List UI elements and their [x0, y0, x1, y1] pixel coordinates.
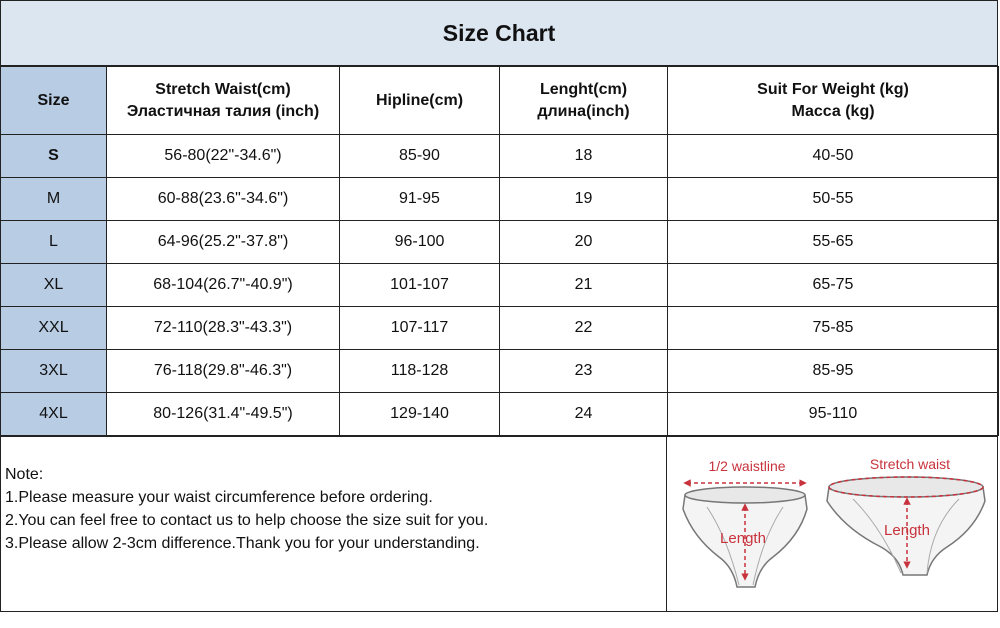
waist-cell: 72-110(28.3"-43.3") — [107, 307, 340, 350]
table-row — [1, 307, 999, 350]
hip-cell: 129-140 — [340, 393, 500, 436]
header-size: Size — [1, 67, 107, 135]
header-waist-line2: Эластичная талия (inch) — [126, 102, 320, 120]
header-waist-line1: Stretch Waist(cm) — [155, 80, 291, 98]
length-cell: 22 — [500, 307, 668, 350]
header-hipline: Hipline(cm) — [340, 67, 500, 135]
weight-cell: 40-50 — [668, 135, 999, 178]
briefs-illustration — [667, 437, 999, 613]
header-weight — [668, 67, 999, 135]
hip-cell: 96-100 — [340, 221, 500, 264]
header-length — [500, 67, 668, 135]
header-weight-line1: Suit For Weight (kg) — [757, 80, 909, 98]
table-row — [1, 135, 999, 178]
table-row — [1, 350, 999, 393]
size-cell: L — [1, 221, 107, 264]
right-waist-label: Stretch waist — [869, 456, 951, 472]
notes-box — [0, 436, 667, 612]
header-stretch-waist — [107, 67, 340, 135]
note-item-2: 2.You can feel free to contact us to help choose the size suit for you. — [5, 512, 489, 529]
length-cell: 19 — [500, 178, 668, 221]
weight-cell: 75-85 — [668, 307, 999, 350]
hip-cell: 107-117 — [340, 307, 500, 350]
hip-cell: 118-128 — [340, 350, 500, 393]
header-length-line2: длина(inch) — [537, 102, 630, 120]
table-row — [1, 393, 999, 436]
size-cell: XXL — [1, 307, 107, 350]
table-header-row — [1, 67, 999, 135]
waist-cell: 68-104(26.7"-40.9") — [107, 264, 340, 307]
waist-cell: 60-88(23.6"-34.6") — [107, 178, 340, 221]
weight-cell: 50-55 — [668, 178, 999, 221]
notes-heading: Note: — [5, 466, 44, 483]
header-weight-line2: Масса (kg) — [791, 102, 875, 120]
table-row — [1, 221, 999, 264]
length-cell: 24 — [500, 393, 668, 436]
weight-cell: 65-75 — [668, 264, 999, 307]
page-title: Size Chart — [0, 0, 998, 66]
measurement-diagram — [666, 436, 998, 612]
length-cell: 21 — [500, 264, 668, 307]
size-cell: XL — [1, 264, 107, 307]
length-cell: 20 — [500, 221, 668, 264]
size-cell: M — [1, 178, 107, 221]
hip-cell: 85-90 — [340, 135, 500, 178]
length-cell: 18 — [500, 135, 668, 178]
waist-cell: 64-96(25.2"-37.8") — [107, 221, 340, 264]
left-waist-label: 1/2 waistline — [708, 458, 786, 474]
length-cell: 23 — [500, 350, 668, 393]
header-length-line1: Lenght(cm) — [539, 80, 628, 98]
right-length-label: Length — [884, 522, 930, 539]
weight-cell: 55-65 — [668, 221, 999, 264]
hip-cell: 91-95 — [340, 178, 500, 221]
waist-cell: 76-118(29.8"-46.3") — [107, 350, 340, 393]
table-row — [1, 264, 999, 307]
weight-cell: 95-110 — [668, 393, 999, 436]
waist-cell: 56-80(22"-34.6") — [107, 135, 340, 178]
size-table — [0, 66, 999, 436]
hip-cell: 101-107 — [340, 264, 500, 307]
size-cell: S — [1, 135, 107, 178]
note-item-3: 3.Please allow 2-3cm difference.Thank you for your understanding. — [5, 535, 480, 552]
size-cell: 3XL — [1, 350, 107, 393]
note-item-1: 1.Please measure your waist circumference before ordering. — [5, 489, 433, 506]
table-row — [1, 178, 999, 221]
waist-cell: 80-126(31.4"-49.5") — [107, 393, 340, 436]
weight-cell: 85-95 — [668, 350, 999, 393]
size-cell: 4XL — [1, 393, 107, 436]
left-length-label: Length — [720, 530, 766, 547]
